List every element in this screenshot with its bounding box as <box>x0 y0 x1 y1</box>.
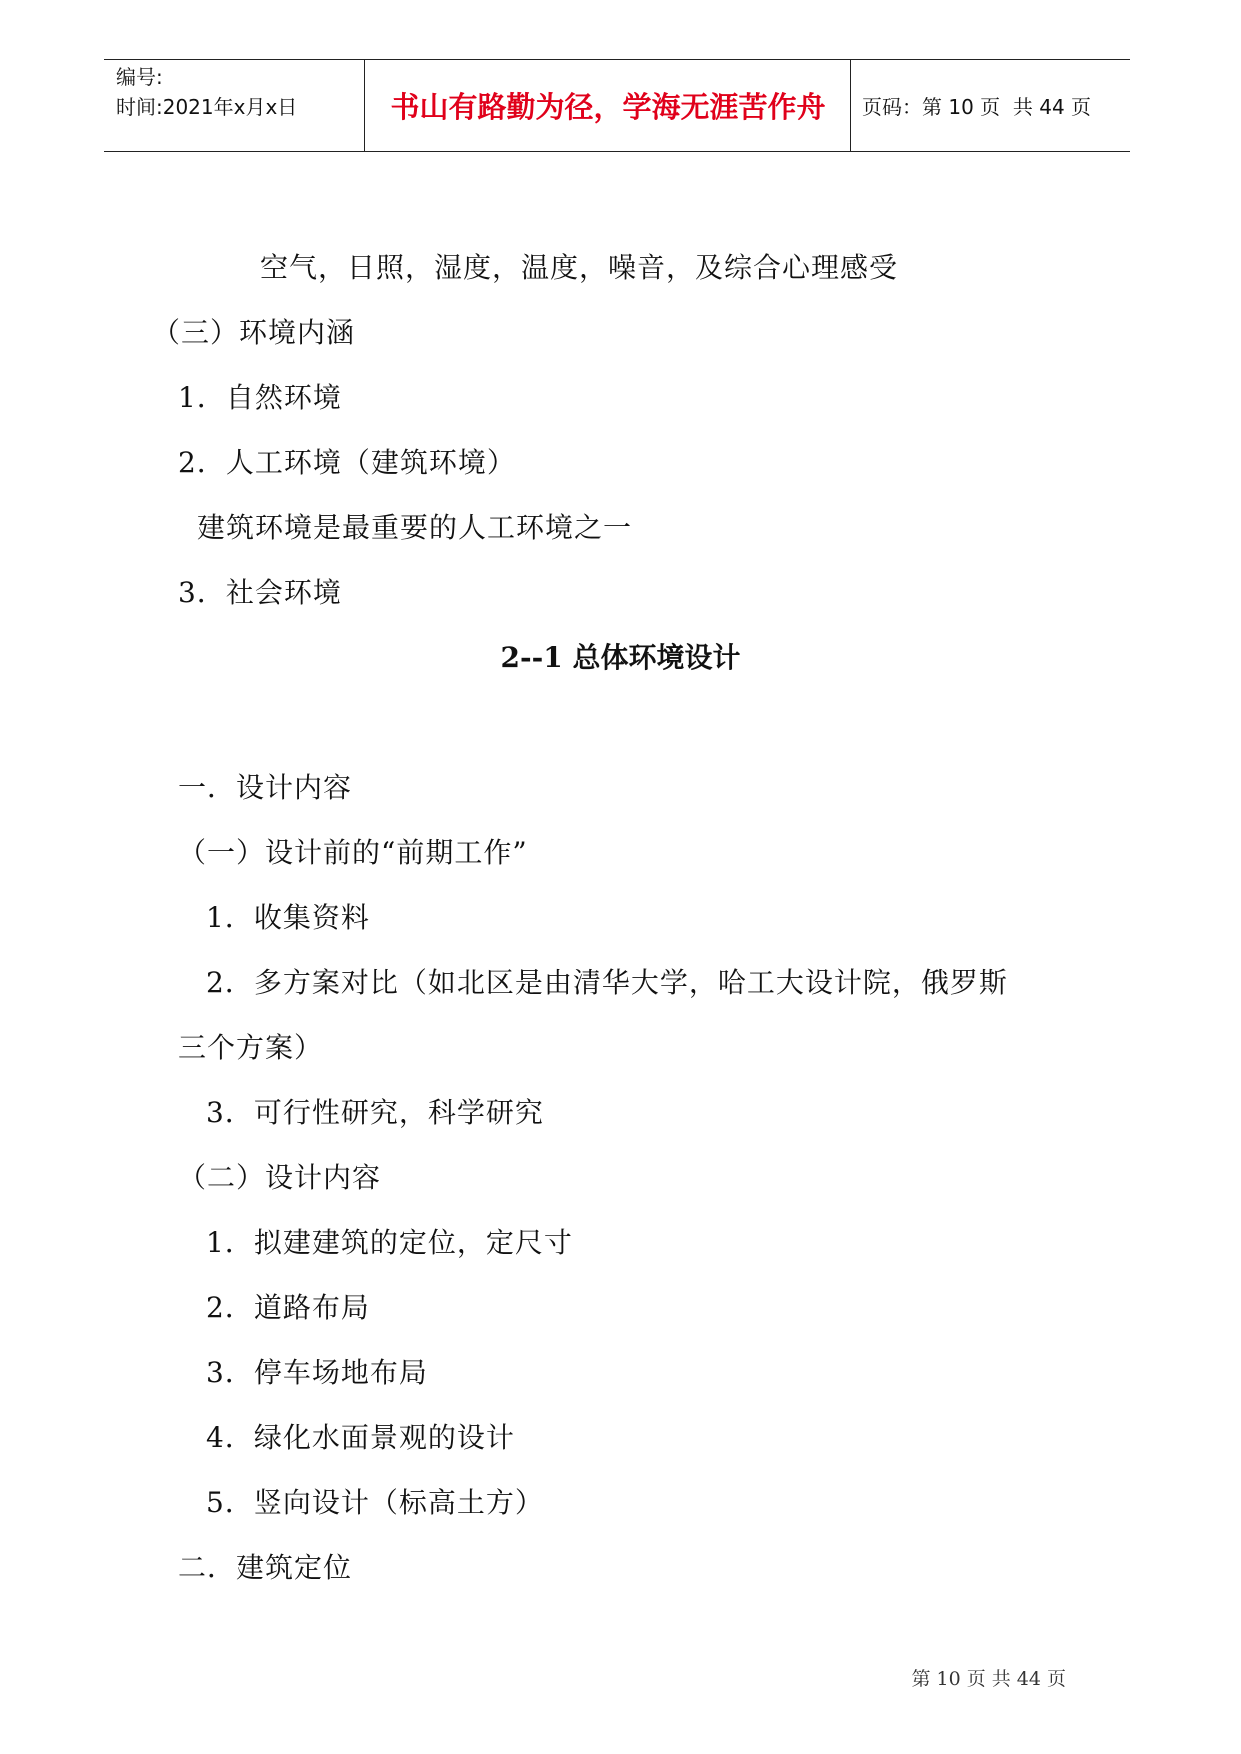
list-item: 3．可行性研究，科学研究 <box>206 1096 544 1129</box>
body-heading: 一．设计内容 <box>178 771 353 804</box>
list-item: 3．停车场地布局 <box>206 1356 428 1389</box>
header-page-code: 页码：第 10 页 共 44 页 <box>862 95 1092 119</box>
list-item: 1．收集资料 <box>206 901 370 934</box>
body-line: 三个方案） <box>178 1031 324 1064</box>
list-item: 2．多方案对比（如北区是由清华大学，哈工大设计院，俄罗斯 <box>206 966 1008 999</box>
body-subheading: （一）设计前的“前期工作” <box>178 836 528 869</box>
page-footer: 第 10 页 共 44 页 <box>911 1668 1066 1690</box>
body-subheading: （二）设计内容 <box>178 1161 382 1194</box>
body-line: 建筑环境是最重要的人工环境之一 <box>197 511 633 544</box>
header-number-label: 编号: <box>116 65 163 89</box>
page-header <box>104 59 1130 152</box>
body-heading: 二．建筑定位 <box>178 1551 353 1584</box>
list-item: 5．竖向设计（标高土方） <box>206 1486 544 1519</box>
list-item: 2．人工环境（建筑环境） <box>178 446 516 479</box>
header-motto: 书山有路勤为径，学海无涯苦作舟 <box>390 90 826 124</box>
header-meta <box>116 62 297 122</box>
header-divider-left <box>364 60 365 151</box>
body-line: 空气，日照，湿度，温度，噪音，及综合心理感受 <box>260 251 899 284</box>
header-time-label: 时间:2021年x月x日 <box>116 95 298 119</box>
list-item: 1．自然环境 <box>178 381 342 414</box>
body-line: （三）环境内涵 <box>152 316 356 349</box>
list-item: 1．拟建建筑的定位，定尺寸 <box>206 1226 573 1259</box>
section-title: 2--1 总体环境设计 <box>500 641 741 674</box>
list-item: 2．道路布局 <box>206 1291 370 1324</box>
list-item: 3．社会环境 <box>178 576 342 609</box>
list-item: 4．绿化水面景观的设计 <box>206 1421 515 1454</box>
header-divider-right <box>850 60 851 151</box>
